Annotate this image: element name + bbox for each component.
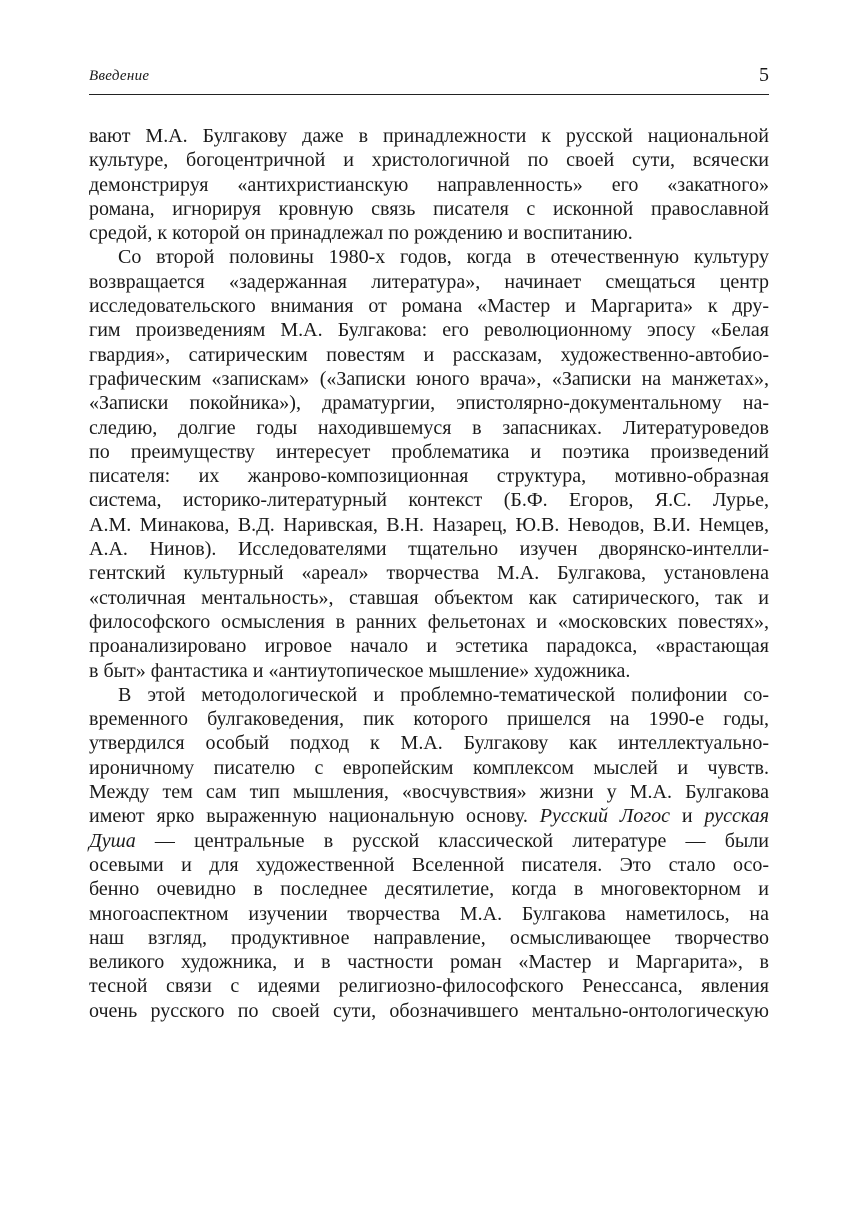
text-line: наш взгляд, продуктивное направление, осмысливающее творчество [89,926,769,949]
text-line: осевыми и для художественной Вселенной писателя. Это стало осо- [89,853,769,876]
text-line: гвардия», сатирическим повестям и рассказам, художественно-автобио- [89,343,769,366]
text-line: система, историко-литературный контекст (Б.Ф. Егоров, Я.С. Лурье, [89,489,769,512]
paragraph-2 [89,245,769,682]
text-line: «столичная ментальность», ставшая объектом как сатирического, так и [89,586,769,609]
text-line: очень русского по своей сути, обозначившего ментально-онтологическую [89,999,769,1022]
text-line: по преимуществу интересует проблематика и поэтика произведений [89,440,769,463]
italic-term: Душа [89,829,136,852]
text-line: возвращается «задержанная литература», начинает смещаться центр [89,270,769,293]
text-line: великого художника, и в частности роман «Мастер и Маргарита», в [89,951,769,974]
italic-term: русская [704,805,769,828]
section-title: Введение [89,68,150,84]
text-line: А.А. Нинов). Исследователями тщательно изучен дворянско-интелли- [89,538,769,561]
text-line: тесной связи с идеями религиозно-философского Ренессанса, явления [89,975,769,998]
text-line: «Записки покойника»), драматургии, эпистолярно-документальному на- [89,392,769,415]
text-line: многоаспектном изучении творчества М.А. Булгакова наметилось, на [89,902,769,925]
text-line: вают М.А. Булгакову даже в принадлежности к русской национальной [89,125,769,147]
text-run: имеют ярко выраженную национальную основу. [89,805,540,828]
page-number: 5 [759,64,769,86]
text-line: исследовательского внимания от романа «Мастер и Маргарита» к дру- [89,295,769,318]
text-line [89,804,769,828]
text-line: гентский культурный «ареал» творчества М.А. Булгакова, установлена [89,562,769,585]
text-line: романа, игнорируя кровную связь писателя с исконной православной [89,197,769,220]
text-line: демонстрируя «антихристианскую направленность» его «закатного» [89,173,769,196]
text-line: бенно очевидно в последнее десятилетие, когда в многовекторном и [89,878,769,901]
text-line: средой, к которой он принадлежал по рождению и воспитанию. [89,222,633,245]
text-line: писателя: их жанрово-композиционная структура, мотивно-образная [89,465,769,488]
text-line: графическим «запискам» («Записки юного врача», «Записки на манжетах», [89,367,769,390]
text-line: Между тем сам тип мышления, «восчувствия» жизни у М.А. Булгакова [89,781,769,804]
text-line: следию, долгие годы находившемуся в запасниках. Литературоведов [89,416,769,439]
text-line: ироничному писателю с европейским комплексом мыслей и чувств. [89,756,769,779]
text-line: А.М. Минакова, В.Д. Наривская, В.Н. Назарец, Ю.В. Неводов, В.И. Немцев, [89,513,769,536]
text-line: в быт» фантастика и «антиутопическое мышление» художника. [89,659,631,682]
paragraph-3 [89,683,769,1023]
text-line: проанализировано игровое начало и эстетика парадокса, «врастающая [89,635,769,658]
text-line: временного булгаковедения, пик которого пришелся на 1990-е годы, [89,708,769,731]
text-run: — центральные в русской классической литературе — были [135,829,769,852]
body-text [89,124,769,1023]
text-line: гим произведениям М.А. Булгакова: его революционному эпосу «Белая [89,319,769,342]
italic-term: Русский Логос [539,805,671,828]
text-line: культуре, богоцентричной и христологичной по своей сути, всячески [89,149,769,172]
book-page [89,0,769,1211]
text-line: утвердился особый подход к М.А. Булгакову как интеллектуально- [89,732,769,755]
running-header [89,64,769,95]
text-line: Со второй половины 1980-х годов, когда в отечественную культуру [118,246,769,269]
text-line: В этой методологической и проблемно-тематической полифонии со- [118,683,769,706]
text-line [89,829,769,853]
text-run: и [670,805,705,828]
text-line: философского осмысления в ранних фельетонах и «московских повестях», [89,610,769,633]
paragraph-1 [89,124,769,245]
